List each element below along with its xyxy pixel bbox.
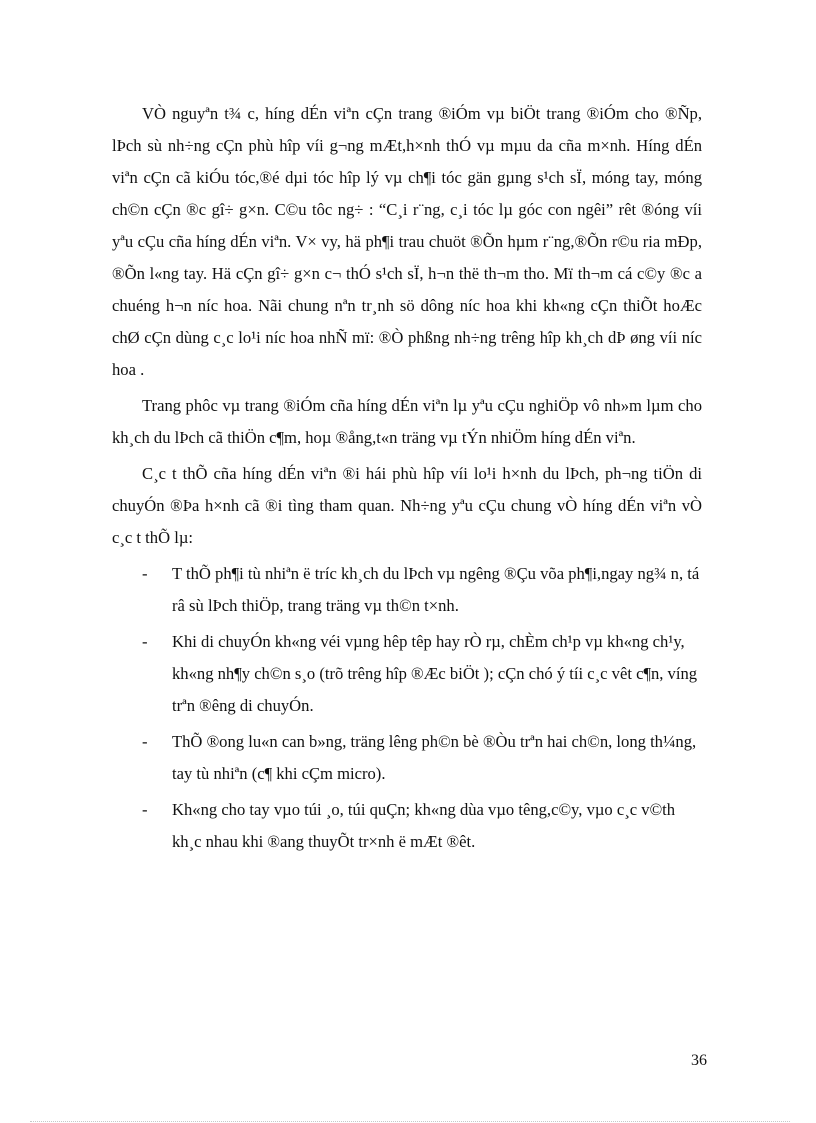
paragraph-posture-intro: C¸c t thÕ cña híng dÉn viªn ®i hái phù hîp víi lo¹i h×nh du lÞch, ph¬ng tiÖn di chuyÓn ®Þa h×nh cã ®i tìng tham quan. Nh÷ng yªu cÇu chung vÒ híng dÉn viªn vÒ c¸c t thÕ lµ: bbox=[112, 464, 702, 547]
page-body bbox=[112, 98, 702, 862]
list-item bbox=[112, 626, 702, 722]
list-dash: - bbox=[142, 732, 148, 751]
list-dash: - bbox=[142, 800, 148, 819]
list-item-text: ThÕ ®ong lu«n can b»ng, träng lêng ph©n bè ®Òu trªn hai ch©n, long th¼ng, tay tù nhiªn (c¶ khi cÇm micro). bbox=[172, 732, 697, 783]
posture-requirements-list bbox=[112, 558, 702, 858]
list-dash: - bbox=[142, 564, 148, 583]
list-item bbox=[112, 558, 702, 622]
list-item-text: Khi di chuyÓn kh«ng véi vµng hêp têp hay rÒ rµ, chÈm ch¹p vµ kh«ng ch¹y, kh«ng nh¶y ch©n s¸o (trõ trêng hîp ®Æc biÖt ); cÇn chó ý tíi c¸c vêt c¶n, víng trªn ®êng di chuyÓn. bbox=[172, 632, 698, 715]
list-item-text: Kh«ng cho tay vµo túi ¸o, túi quÇn; kh«ng dùa vµo têng,c©y, vµo c¸c v©th kh¸c nhau khi ®ang thuyÕt tr×nh ë mÆt ®êt. bbox=[172, 800, 676, 851]
paragraph-attire: Trang phôc vµ trang ®iÓm cña híng dÉn viªn lµ yªu cÇu nghiÖp vô nh»m lµm cho kh¸ch du lÞch cã thiÖn c¶m, hoµ ®ång,t«n träng vµ tÝn nhiÖm híng dÉn viªn. bbox=[112, 396, 702, 447]
page-number: 36 bbox=[691, 1052, 707, 1069]
list-item-text: T thÕ ph¶i tù nhiªn ë tríc kh¸ch du lÞch vµ ngêng ®Çu võa ph¶i,ngay ng¾ n, tá râ sù lÞch thiÖp, trang träng vµ th©n t×nh. bbox=[172, 564, 700, 615]
list-item bbox=[112, 794, 702, 858]
list-dash: - bbox=[142, 632, 148, 651]
paragraph-appearance: VÒ nguyªn t¾ c, híng dÉn viªn cÇn trang ®iÓm vµ biÖt trang ®iÓm cho ®Ñp, lÞch sù nh÷ng cÇn phù hîp víi g¬ng mÆt,h×nh thÓ vµ mµu da cña m×nh. Híng dÉn viªn cÇn cã kiÓu tóc,®é dµi tóc hîp lý vµ ch¶i tóc gän gµng s¹ch sÏ, móng tay, móng ch©n cÇn ®c gî÷ g×n. C©u tôc ng÷ : “C¸i r¨ng, c¸i tóc lµ góc con ngêi” rêt ®óng víi yªu cÇu cña híng dÉn viªn. V× vy, hä ph¶i trau chuöt ®Õn hµm r¨ng,®Õn r©u ria mÐp, ®Õn l«ng tay. Hä cÇn gî÷ g×n c¬ thÓ s¹ch sÏ, h¬n thë th¬m tho. Mï th¬m cá c©y ®c a chuéng h¬n níc hoa. Nãi chung nªn tr¸nh sö dông níc hoa khi kh«ng cÇn thiÕt hoÆc chØ cÇn dùng c¸c lo¹i níc hoa nhÑ mï: ®Ò phßng nh÷ng trêng hîp kh¸ch dÞ øng víi níc hoa . bbox=[112, 104, 702, 379]
page-bottom-divider bbox=[30, 1121, 790, 1122]
list-item bbox=[112, 726, 702, 790]
